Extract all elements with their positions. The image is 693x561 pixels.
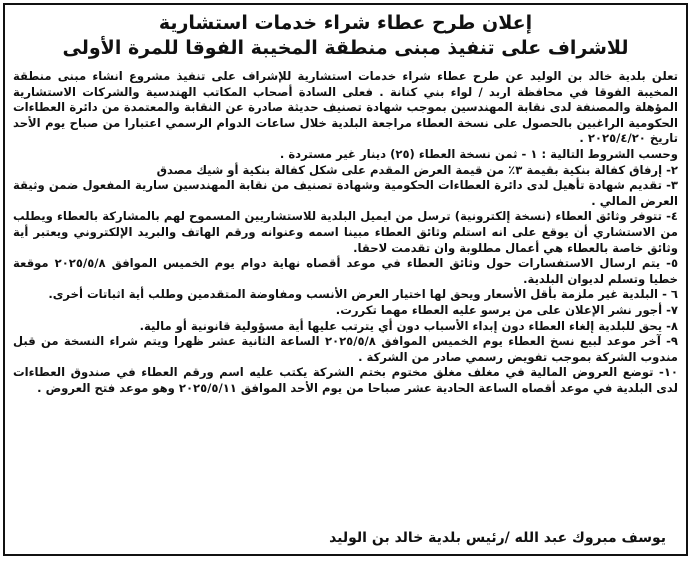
condition-item: ٣- تقديم شهادة تأهيل لدى دائرة العطاءات الحكومية وشهادة تصنيف من نقابة المهندسين سارية المفعول ضمن وثيقة العرض المالي . <box>13 178 678 208</box>
tender-announcement <box>3 3 688 556</box>
announcement-body <box>13 69 678 554</box>
condition-item: ٩- آخر موعد لبيع نسخ العطاء يوم الخميس الموافق ٢٠٢٥/٥/٨ الساعة الثانية عشر ظهرا ويتم شراء النسخة من قبل مندوب الشركة بموجب تفويض رسمي صادر من الشركة . <box>13 334 678 364</box>
announcement-title: إعلان طرح عطاء شراء خدمات استشارية <box>158 12 533 34</box>
condition-item: ١٠- توضع العروض المالية في مغلف مغلق مختوم بختم الشركة يكتب عليه اسم ورقم العطاء في صندوق العطاءات لدى البلدية في موعد أقصاه الساعة الحادية عشر صباحا من يوم الأحد الموافق ٢٠٢٥/٥/١١ وهو موعد فتح العروض . <box>13 365 678 395</box>
announcement-subtitle: للاشراف على تنفيذ مبنى منطقة المخيبة الفوقا للمرة الأولى <box>62 37 629 59</box>
condition-item: وحسب الشروط التالية : ١ - ثمن نسخة العطاء (٢٥) دينار غير مستردة . <box>279 146 678 161</box>
condition-item: ٥- يتم ارسال الاستفسارات حول وثائق العطاء في موعد أقصاه نهاية دوام يوم الخميس الموافق ٢٠٢٥/٥/٨ موقعة خطيا وتسلم لديوان البلدية. <box>13 256 679 286</box>
condition-item: ٤- تتوفر وثائق العطاء (نسخة إلكترونية) ترسل من ايميل البلدية للاستشاريين المسموح لهم بالمشاركة بالعطاء ويطلب من الاستشاري أن يوقع على انه استلم وثائق العطاء مبينا اسمه وعنوانه ورقم الهاتف والبريد الإلكتروني ويعتبر أية وثائق خاصة بالعطاء هي أعمال مطلوبة وان تقدمت لاحقا. <box>13 209 678 255</box>
condition-item: ٦ - البلدية غير ملزمة بأقل الأسعار ويحق لها اختيار العرض الأنسب ومفاوضة المتقدمين وطلب أية اثباتات أخرى. <box>48 287 678 302</box>
condition-item: ٨- يحق للبلدية إلغاء العطاء دون إبداء الأسباب دون أي يترتب عليها أية مسؤولية قانونية أو مالية. <box>139 318 678 333</box>
intro-paragraph: تعلن بلدية خالد بن الوليد عن طرح عطاء شراء خدمات استشارية للإشراف على تنفيذ مشروع انشاء مبنى منطقة المخيبة الفوقا في محافظة اربد / لواء بني كنانة . فعلى السادة أصحاب المكاتب الهندسية والشركات الاستشارية المؤهلة والمصنفة لدى نقابة المهندسين بموجب شهادة تصنيف حديثة صادرة عن النقابة والمعتمدة من دائرة العطاءات الحكومية الراغبين بالحصول على نسخة العطاء مراجعة البلدية خلال ساعات الدوام الرسمي اعتبارا من صباح يوم الأحد تاريخ ٢٠٢٥/٤/٢٠ . <box>13 69 678 146</box>
signature: يوسف مبروك عبد الله /رئيس بلدية خالد بن الوليد <box>329 530 666 546</box>
condition-item: ٢- إرفاق كفالة بنكية بقيمة ٣٪ من قيمة العرض المقدم على شكل كفالة بنكية أو شيك مصدق <box>156 162 678 177</box>
condition-item: ٧- أجور نشر الإعلان على من يرسو عليه العطاء مهما تكررت. <box>335 302 678 317</box>
